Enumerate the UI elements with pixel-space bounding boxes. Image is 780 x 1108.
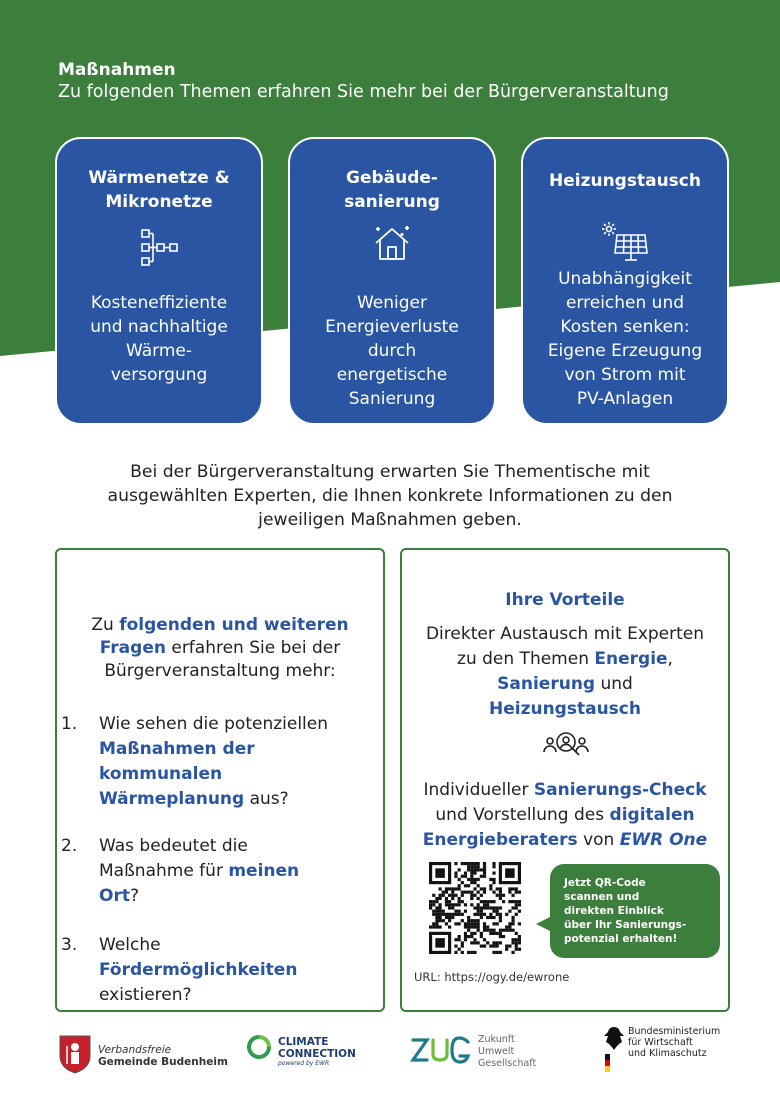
budenheim-coat-of-arms-icon [58,1034,92,1074]
benefits-title: Ihre Vorteile [505,590,625,610]
card-waermenetze [55,137,263,425]
qr-code[interactable] [429,862,521,954]
card-heizungstausch [521,137,729,425]
climate-connection-logo-text: CLIMATE CONNECTION powered by EWR [278,1036,356,1067]
question-item: 3. Welche Fördermöglichkeiten existieren? [61,935,298,1005]
page-title: Maßnahmen [58,60,176,80]
house-icon [370,223,414,263]
zug-logo-text: Zukunft Umwelt Gesellschaft [478,1034,537,1069]
url-link[interactable]: URL: https://ogy.de/ewrone [414,970,570,984]
footer-logos [0,1022,780,1092]
budenheim-logo-text: Verbandsfreie Gemeinde Budenheim [98,1044,228,1068]
zug-logo-icon [410,1034,472,1068]
expert-search-icon [542,728,590,764]
card-description: Unabhängigkeit erreichen und Kosten senken: Eigene Erzeugung von Strom mit PV-Anlagen [547,269,703,409]
questions-box [55,548,385,1012]
bmwk-logo-text: Bundesministerium für Wirtschaft und Klimaschutz [628,1026,721,1059]
card-description: Kosteneffiziente und nachhaltige Wärme- versorgung [90,293,228,385]
card-title: Wärmenetze & Mikronetze [88,168,230,212]
benefits-box [400,548,730,1012]
benefits-paragraph-1: Direkter Austausch mit Experten zu den Themen Energie, Sanierung und Heizungstausch [425,624,705,719]
network-icon [138,227,180,269]
page-subtitle: Zu folgenden Themen erfahren Sie mehr bei der Bürgerveranstaltung [58,82,669,102]
benefits-paragraph-2: Individueller Sanierungs-Check und Vorstellung des digitalen Energieberaters von EWR One [422,780,708,850]
card-gebaeudesanierung [288,137,496,425]
climate-connection-logo-icon [246,1034,272,1060]
header [58,60,758,102]
solar-panel-icon [601,221,649,263]
card-title: Heizungstausch [549,171,701,191]
intro-paragraph: Bei der Bürgerveranstaltung erwarten Sie Thementische mit ausgewählten Experten, die Ihnen konkrete Informationen zu den jeweiligen Maßnahmen geben. [107,462,673,530]
card-title: Gebäude- sanierung [344,168,440,212]
question-item: 1. Wie sehen die potenziellen Maßnahmen der kommunalen Wärmeplanung aus? [61,714,329,809]
card-description: Weniger Energieverluste durch energetische Sanierung [325,293,459,409]
questions-intro: Zu folgenden und weiteren Fragen erfahren Sie bei der Bürgerveranstaltung mehr: [91,615,349,681]
question-item: 2. Was bedeutet die Maßnahme für meinen Ort? [61,836,300,906]
qr-callout-bubble: Jetzt QR-Code scannen und direkten Einblick über Ihr Sanierungs- potenzial erhalten! [550,864,720,958]
federal-eagle-icon [602,1024,626,1078]
